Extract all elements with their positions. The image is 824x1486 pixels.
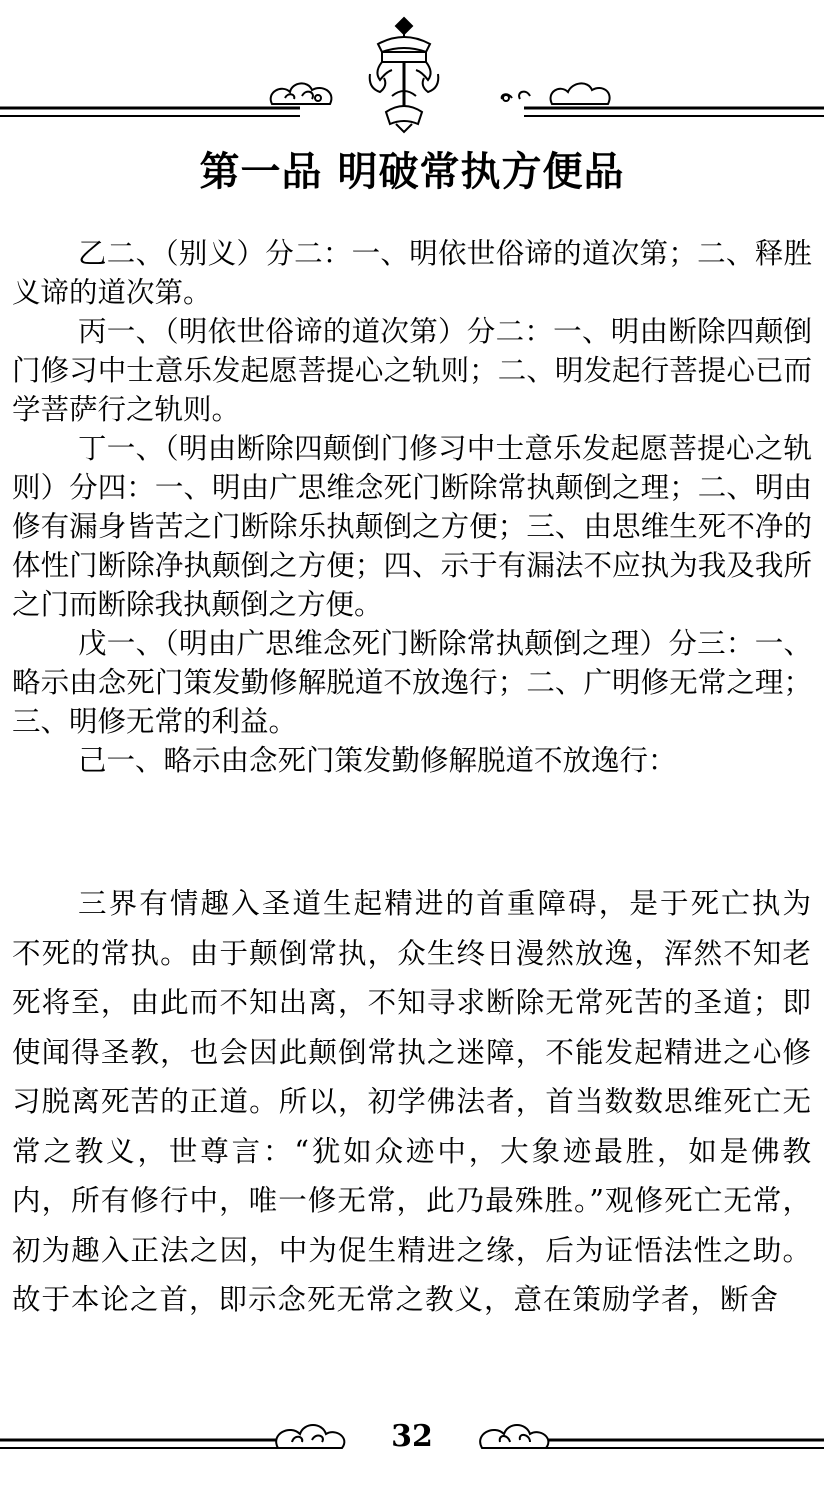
- body-text: [12, 879, 812, 1325]
- outline-heading-ji: 己一、略示由念死门策发勤修解脱道不放逸行：: [78, 744, 677, 777]
- outline-heading-yi: 乙二、（别义）分二：一、明依世俗谛的道次第；二、释胜义谛的道次第。: [12, 237, 812, 309]
- header-ornament: [0, 0, 824, 140]
- footer-ornament: [0, 1404, 824, 1470]
- body-paragraph: 三界有情趣入圣道生起精进的首重障碍，是于死亡执为不死的常执。由于颠倒常执，众生终日漫然放逸，浑然不知老死将至，由此而不知出离，不知寻求断除无常死苦的圣道；即使闻得圣教，也会因此颠倒常执之迷障，不能发起精进之心修习脱离死苦的正道。所以，初学佛法者，首当数数思维死亡无常之教义，世尊言：“犹如众迹中，大象迹最胜，如是佛教内，所有修行中，唯一修无常，此乃最殊胜。”观修死亡无常，初为趣入正法之因，中为促生精进之缘，后为证悟法性之助。故于本论之首，即示念死无常之教义，意在策励学者，断舍: [12, 887, 812, 1316]
- cloud-scroll-icon: [271, 83, 332, 104]
- cloud-scroll-icon: [276, 1425, 344, 1448]
- page-number: 32: [391, 1419, 433, 1454]
- cloud-scroll-icon: [480, 1425, 548, 1448]
- cloud-scroll-icon: [502, 83, 610, 104]
- outline-section: [12, 234, 812, 780]
- outline-heading-ding: 丁一、（明由断除四颠倒门修习中士意乐发起愿菩提心之轨则）分四：一、明由广思维念死门断除常执颠倒之理；二、明由修有漏身皆苦之门断除乐执颠倒之方便；三、由思维生死不净的体性门断除净执颠倒之方便；四、示于有漏法不应执为我及我所之门而断除我执颠倒之方便。: [12, 432, 812, 621]
- chapter-title: 第一品 明破常执方便品: [199, 149, 625, 195]
- outline-heading-bing: 丙一、（明依世俗谛的道次第）分二：一、明由断除四颠倒门修习中士意乐发起愿菩提心之轨则；二、明发起行菩提心已而学菩萨行之轨则。: [12, 315, 812, 426]
- outline-heading-wu: 戊一、（明由广思维念死门断除常执颠倒之理）分三：一、略示由念死门策发勤修解脱道不放逸行；二、广明修无常之理；三、明修无常的利益。: [12, 627, 812, 738]
- footer-rule-right: [534, 1440, 824, 1448]
- footer-rule-left: [0, 1440, 290, 1448]
- parasol-emblem-icon: [370, 18, 439, 132]
- header-rule-left: [0, 108, 300, 116]
- header-decoration: [0, 0, 824, 140]
- header-rule-right: [524, 108, 824, 116]
